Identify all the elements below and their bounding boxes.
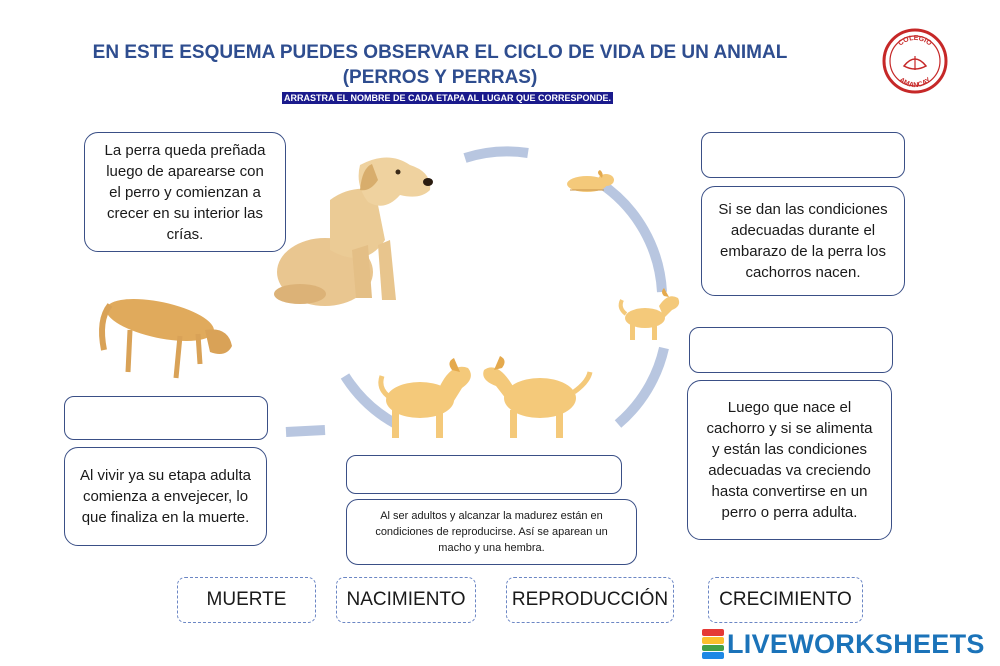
description-reproduction: Al ser adultos y alcanzar la madurez están en condiciones de reproducirse. Así se aparean un macho y una hembra. <box>346 499 637 565</box>
word-crecimiento[interactable]: CRECIMIENTO <box>708 577 863 623</box>
drop-zone-death[interactable] <box>64 396 268 440</box>
adult-dogs-image <box>381 356 590 438</box>
logo-text-bottom: AMANCAY <box>897 76 933 90</box>
description-pregnancy: La perra queda preñada luego de aparearse con el perro y comienzan a crecer en su interior las crías. <box>84 132 286 252</box>
instruction-banner: ARRASTRA EL NOMBRE DE CADA ETAPA AL LUGAR QUE CORRESPONDE. <box>284 93 612 103</box>
liveworksheets-brand[interactable] <box>702 628 985 660</box>
word-muerte[interactable]: MUERTE <box>177 577 316 623</box>
drop-zone-birth[interactable] <box>701 132 905 178</box>
old-dog-image <box>102 291 232 378</box>
drop-zone-growth[interactable] <box>689 327 893 373</box>
liveworksheets-logo-icon <box>702 629 724 659</box>
word-nacimiento[interactable]: NACIMIENTO <box>336 577 476 623</box>
brand-name: LIVEWORKSHEETS <box>727 628 985 659</box>
young-dog-image <box>621 288 679 340</box>
pregnant-dog-image <box>274 158 433 307</box>
logo-text-top: COLEGIO <box>897 34 933 48</box>
drop-zone-reproduction[interactable] <box>346 455 622 494</box>
description-birth: Si se dan las condiciones adecuadas durante el embarazo de la perra los cachorros nacen. <box>701 186 905 296</box>
description-growth: Luego que nace el cachorro y si se alimenta y están las condiciones adecuadas va creciendo hasta convertirse en un perro o perra adulta. <box>687 380 892 540</box>
word-reproduccion[interactable]: REPRODUCCIÓN <box>506 577 674 623</box>
description-death: Al vivir ya su etapa adulta comienza a envejecer, lo que finaliza en la muerte. <box>64 447 267 546</box>
page-title: EN ESTE ESQUEMA PUEDES OBSERVAR EL CICLO DE VIDA DE UN ANIMAL (PERROS Y PERRAS) <box>92 42 788 88</box>
